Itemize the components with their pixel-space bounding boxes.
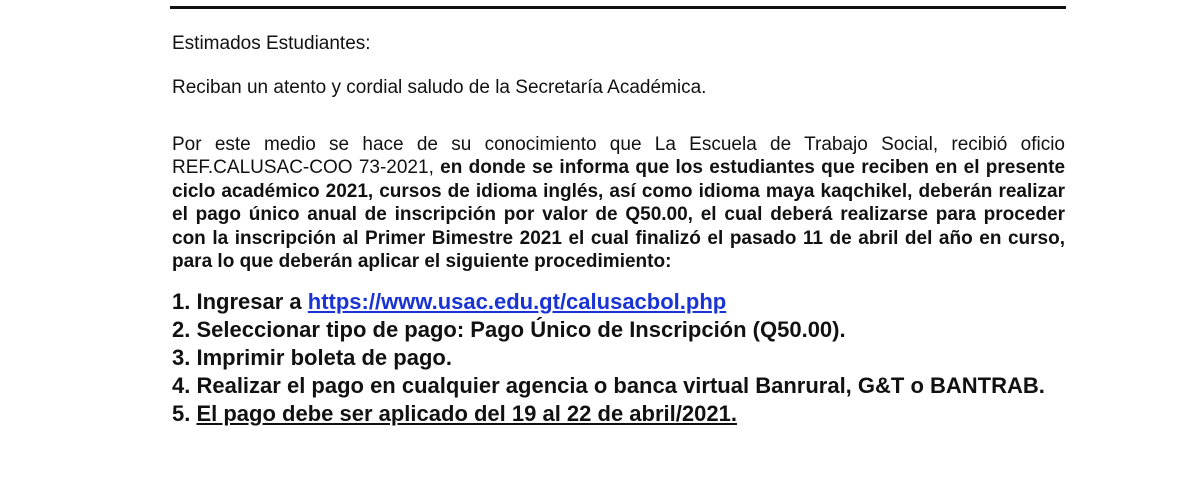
header-rule [170,6,1066,9]
body-paragraph [172,133,1065,273]
step-2: 2. Seleccionar tipo de pago: Pago Único de Inscripción (Q50.00). [172,317,846,342]
step-5-deadline: El pago debe ser aplicado del 19 al 22 de abril/2021. [196,401,737,426]
step-3: 3. Imprimir boleta de pago. [172,345,452,370]
body-intro: Por este medio se hace de su conocimiento que La Escuela de Trabajo Social, recibió oficio REF.CALUSAC-COO 73-2021, [172,134,1065,179]
step-5-prefix: 5. [172,401,197,426]
calusac-link[interactable]: https://www.usac.edu.gt/calusacbol.php [307,289,727,314]
greeting: Estimados Estudiantes: [172,33,371,54]
procedure-steps [172,288,1072,428]
step-4: 4. Realizar el pago en cualquier agencia o banca virtual Banrural, G&T o BANTRAB. [172,373,1045,398]
salutation: Reciban un atento y cordial saludo de la Secretaría Académica. [172,77,707,98]
step-1 [172,288,1072,316]
body-bold: en donde se informa que los estudiantes que reciben en el presente ciclo académico 2021, cursos de idioma inglés, así como idioma maya kaqchikel, deberán realizar el pago único anual de inscripción por valor de Q50.00, el cual deberá realizarse para proceder con la inscripción al Primer Bimestre 2021 el cual finalizó el pasado 11 de abril del año en curso, para lo que deberán aplicar el siguiente procedimiento: [172,157,1066,273]
step-1-prefix: 1. Ingresar a [172,289,308,314]
step-5 [172,400,1072,428]
